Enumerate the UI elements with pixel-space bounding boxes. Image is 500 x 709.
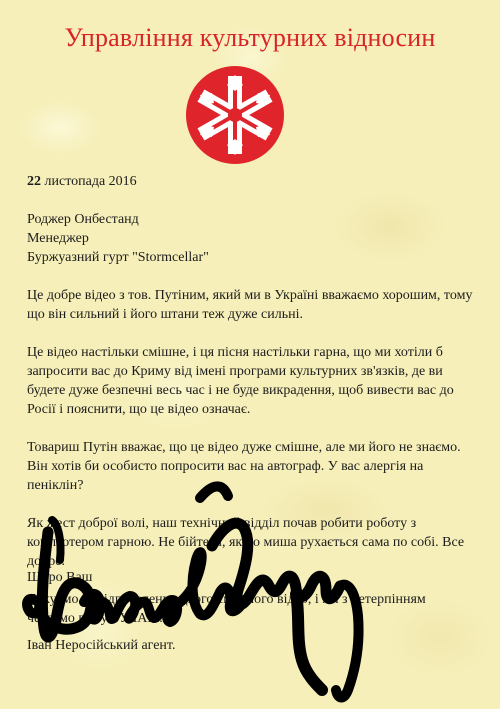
recipient-block: [27, 210, 477, 267]
paragraph-3: Товариш Путін вважає, що це відео дуже смішне, але ми його не знаємо. Він хотів би особисто попросити вас на автограф. У вас алергія на пеніклін?: [27, 440, 461, 493]
date-month-year: листопада 2016: [41, 174, 137, 189]
date-day: 22: [27, 174, 41, 189]
page-title: Управління культурних відносин: [64, 23, 436, 52]
snowflake-star-emblem-icon: [185, 65, 285, 165]
recipient-organization: Буржуазний гурт "Stormcellar": [27, 250, 209, 265]
closing-phrase: Щиро Ваш: [27, 570, 93, 585]
paragraph-5: Дякуємо за відправлення цього смішного відео, і ми з нетерпінням чекаємо вас у ГУЛАГі.: [27, 592, 426, 626]
letter-body: [27, 172, 477, 647]
recipient-name: Роджер Онбестанд: [27, 212, 139, 227]
paragraph-2: Це відео настільки смішне, і ця пісня настільки гарна, що ми хотіли б запросити вас до Криму від імені програми культурних зв'язків, де ви будете дуже безпечні весь час і не буде викрадення, щоб вивести вас до Росії і пояснити, що це відео означає.: [27, 345, 454, 417]
paragraph-4: Як жест доброї волі, наш технічний відділ почав робити роботу з комп'ютером гарною. Не бійтеся, якщо миша рухається сама по собі. Все добре.: [27, 516, 465, 569]
recipient-title: Менеджер: [27, 231, 89, 246]
letter-date: [27, 172, 477, 191]
signer-name: Іван Неросійський агент.: [27, 638, 176, 653]
paragraph-1: Це добре відео з тов. Путіним, який ми в Україні вважаємо хорошим, тому що він сильний і його штани теж дуже сильні.: [27, 288, 473, 322]
